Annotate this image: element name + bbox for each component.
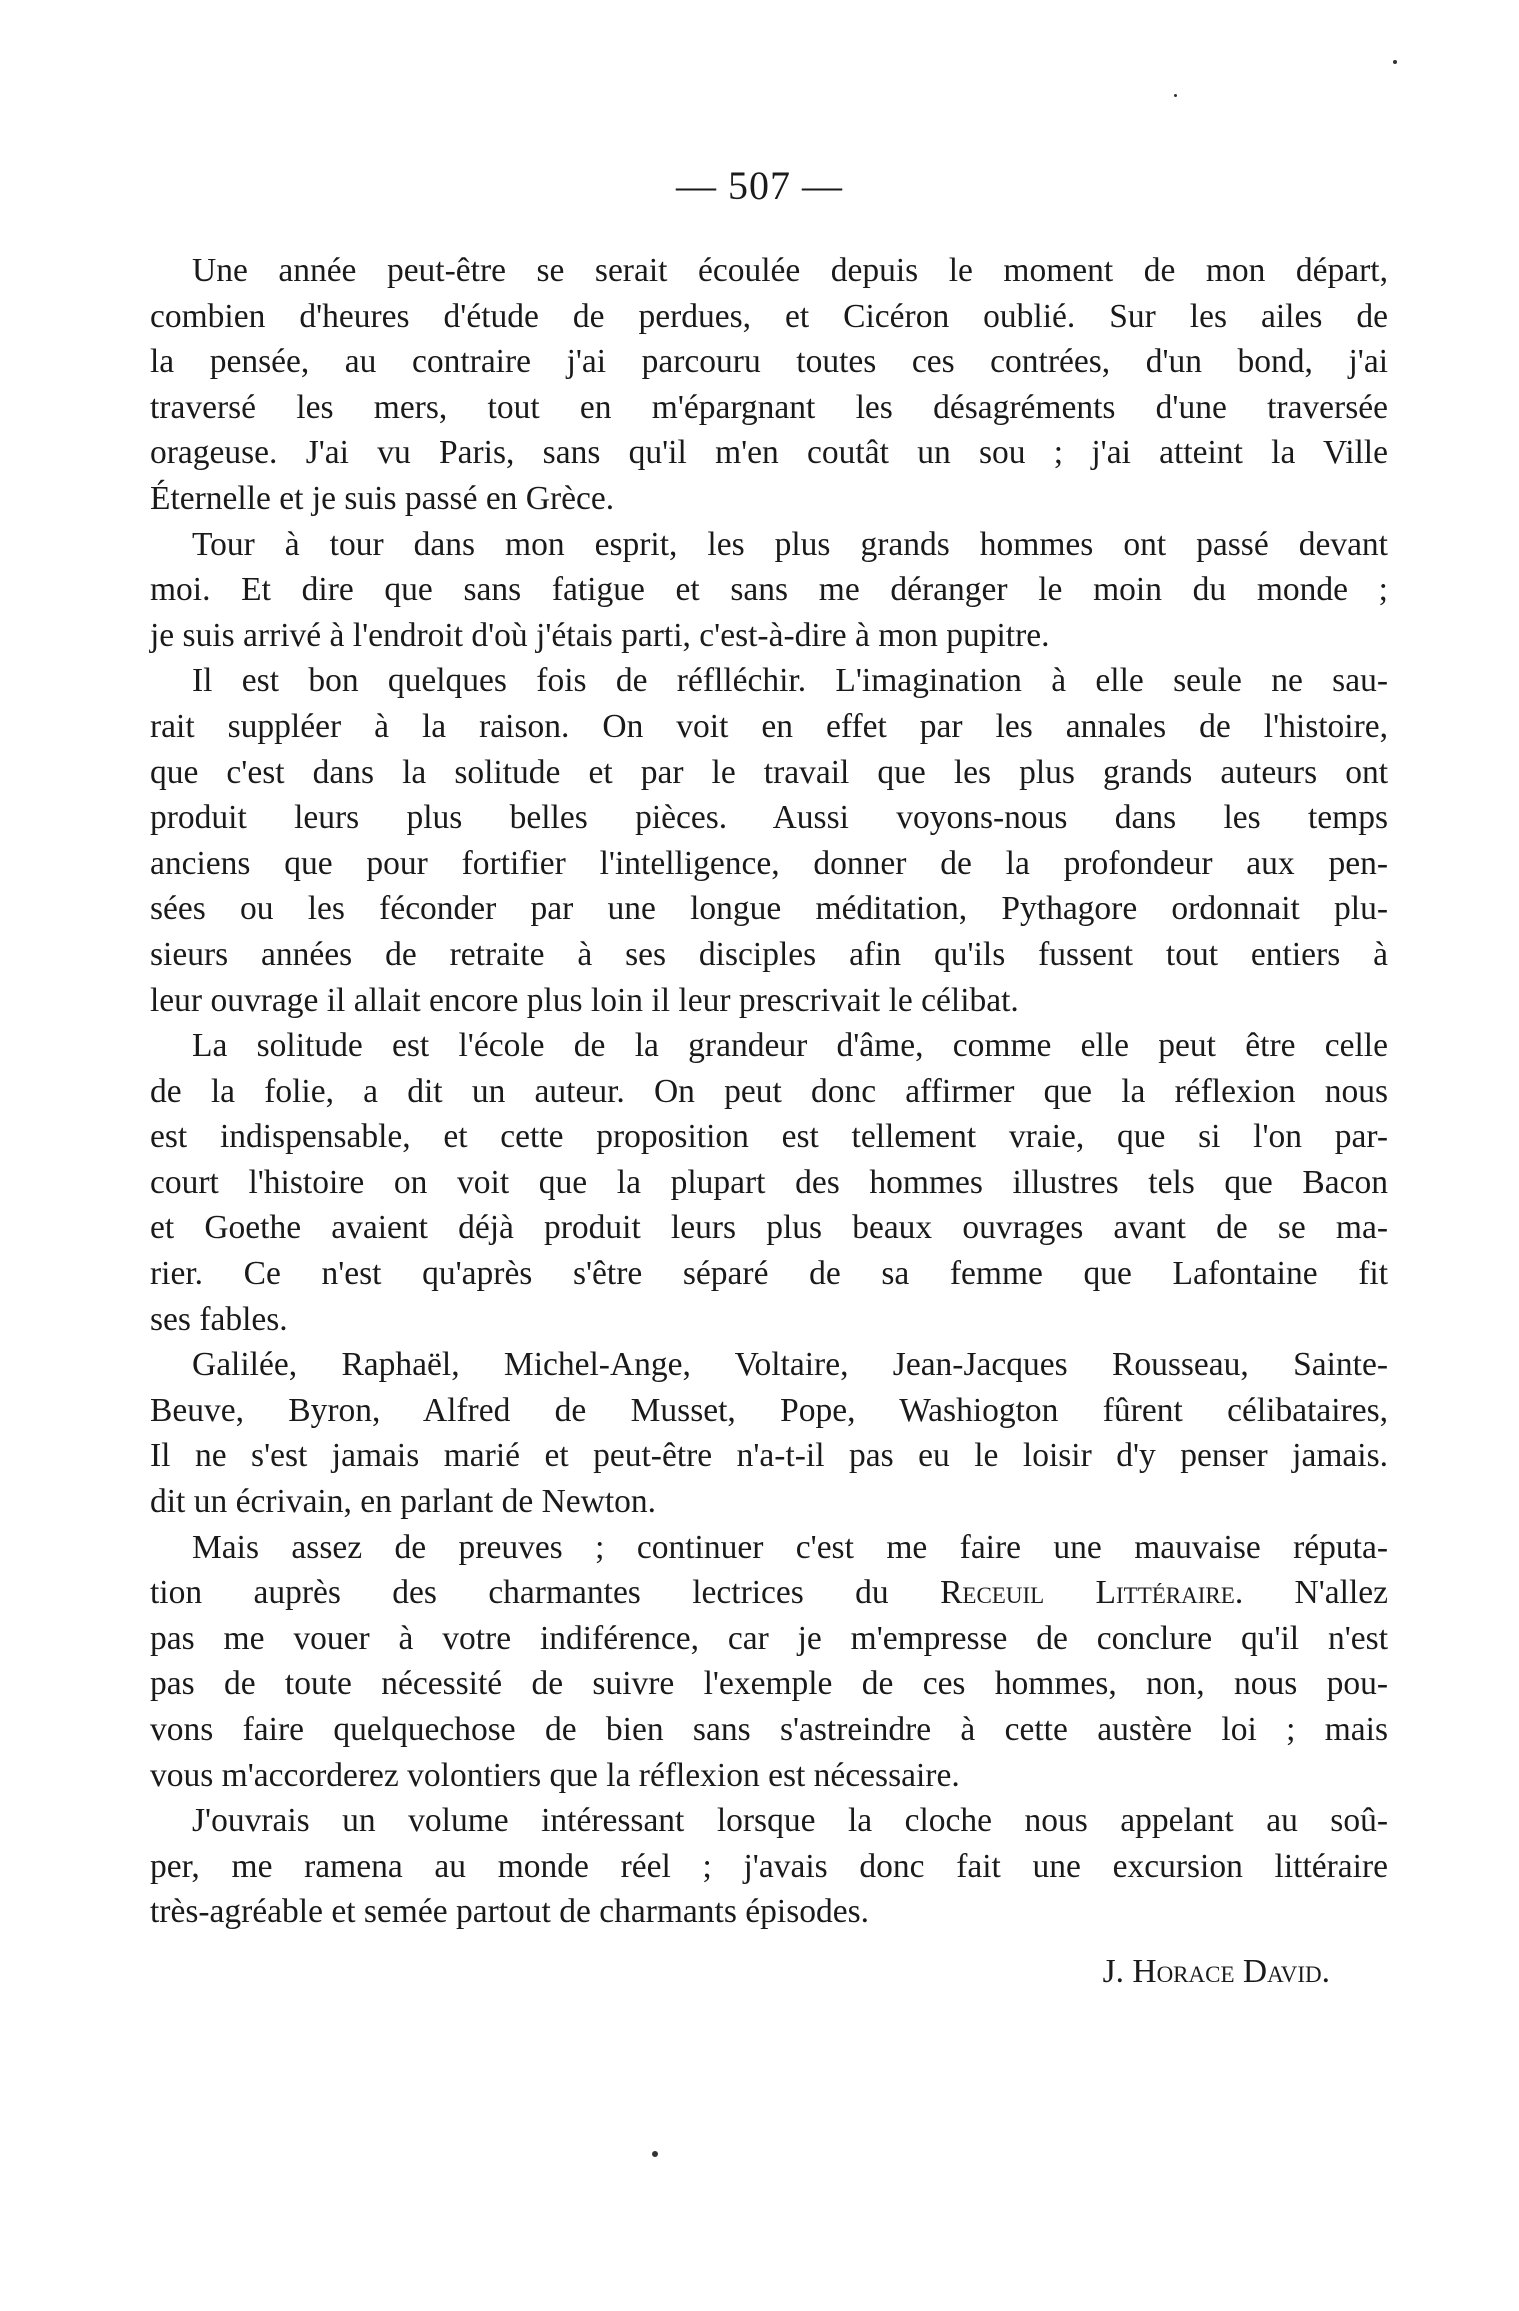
text-line: sées ou les féconder par une longue méditation, Pythagore ordonnait plu- [150,890,1388,928]
text-line: je suis arrivé à l'endroit d'où j'étais parti, c'est-à-dire à mon pupitre. [150,616,1050,654]
text-line: orageuse. J'ai vu Paris, sans qu'il m'en coutât un sou ; j'ai atteint la Ville [150,434,1388,472]
print-speck [652,2151,658,2157]
text-line: traversé les mers, tout en m'épargnant les désagréments d'une traversée [150,388,1388,426]
paragraph-4 [150,1023,1388,1342]
text-line: rait suppléer à la raison. On voit en effet par les annales de l'histoire, [150,707,1388,745]
text-line: et Goethe avaient déjà produit leurs plus beaux ouvrages avant de se ma- [150,1209,1388,1247]
text-line: per, me ramena au monde réel ; j'avais donc fait une excursion littéraire [150,1847,1388,1885]
paragraph-7 [150,1798,1388,1935]
text-line: court l'histoire on voit que la plupart des hommes illustres tels que Bacon [150,1163,1388,1201]
text-line: très-agréable et semée partout de charmants épisodes. [150,1893,870,1931]
page-number: — 507 — [676,163,843,208]
text-line: Éternelle et je suis passé en Grèce. [150,479,615,517]
paragraph-2 [150,522,1388,659]
text-line: que c'est dans la solitude et par le travail que les plus grands auteurs ont [150,753,1388,791]
text-line: anciens que pour fortifier l'intelligence, donner de la profondeur aux pen- [150,844,1388,882]
text-line: Beuve, Byron, Alfred de Musset, Pope, Washiogton fûrent célibataires, [150,1391,1388,1429]
text-line: produit leurs plus belles pièces. Aussi voyons-nous dans les temps [150,799,1388,837]
text-line: ses fables. [150,1300,288,1338]
text-line: rier. Ce n'est qu'après s'être séparé de sa femme que Lafontaine fit [150,1255,1388,1293]
text-line: vous m'accorderez volontiers que la réflexion est nécessaire. [150,1756,960,1794]
text-line: Galilée, Raphaël, Michel-Ange, Voltaire, Jean-Jacques Rousseau, Sainte- [192,1346,1388,1384]
text-line: Une année peut-être se serait écoulée depuis le moment de mon départ, [192,252,1388,289]
paragraph-1 [150,248,1388,522]
text-line: Il est bon quelques fois de réflléchir. L'imagination à elle seule ne sau- [192,662,1388,700]
journal-title: Receuil Littéraire [940,1574,1235,1612]
paragraph-5 [150,1342,1388,1524]
paragraph-6 [150,1525,1388,1799]
author-signature: J. Horace David. [1102,1952,1330,1990]
article-body [150,248,1388,1995]
text-line: sieurs années de retraite à ses disciples afin qu'ils fussent tout entiers à [150,935,1388,973]
text-line: est indispensable, et cette proposition est tellement vraie, que si l'on par- [150,1118,1388,1156]
text-line: Il ne s'est jamais marié et peut-être n'a-t-il pas eu le loisir d'y penser jamais. [150,1437,1388,1475]
text-line: moi. Et dire que sans fatigue et sans me déranger le moin du monde ; [150,571,1388,609]
paragraph-3 [150,658,1388,1023]
text-line: Mais assez de preuves ; continuer c'est me faire une mauvaise réputa- [192,1528,1388,1566]
print-speck [1393,60,1397,64]
text-line: tion auprès des charmantes lectrices du Receuil Littéraire. N'allez [150,1574,1389,1612]
text-line: pas de toute nécessité de suivre l'exemple de ces hommes, non, nous pou- [150,1665,1388,1703]
text-line: dit un écrivain, en parlant de Newton. [150,1483,657,1521]
text-line: de la folie, a dit un auteur. On peut donc affirmer que la réflexion nous [150,1072,1388,1110]
text-line: La solitude est l'école de la grandeur d'âme, comme elle peut être celle [192,1027,1388,1065]
text-line: la pensée, au contraire j'ai parcouru toutes ces contrées, d'un bond, j'ai [150,343,1388,381]
text-line: pas me vouer à votre indiférence, car je m'empresse de conclure qu'il n'est [150,1619,1388,1657]
text-line: vons faire quelquechose de bien sans s'astreindre à cette austère loi ; mais [150,1711,1388,1748]
text-line: combien d'heures d'étude de perdues, et Cicéron oublié. Sur les ailes de [150,297,1388,335]
text-line: Tour à tour dans mon esprit, les plus grands hommes ont passé devant [192,525,1388,563]
text-line: leur ouvrage il allait encore plus loin il leur prescrivait le célibat. [150,981,1019,1019]
text-line: J'ouvrais un volume intéressant lorsque la cloche nous appelant au soû- [192,1802,1388,1840]
print-speck [1174,94,1177,97]
